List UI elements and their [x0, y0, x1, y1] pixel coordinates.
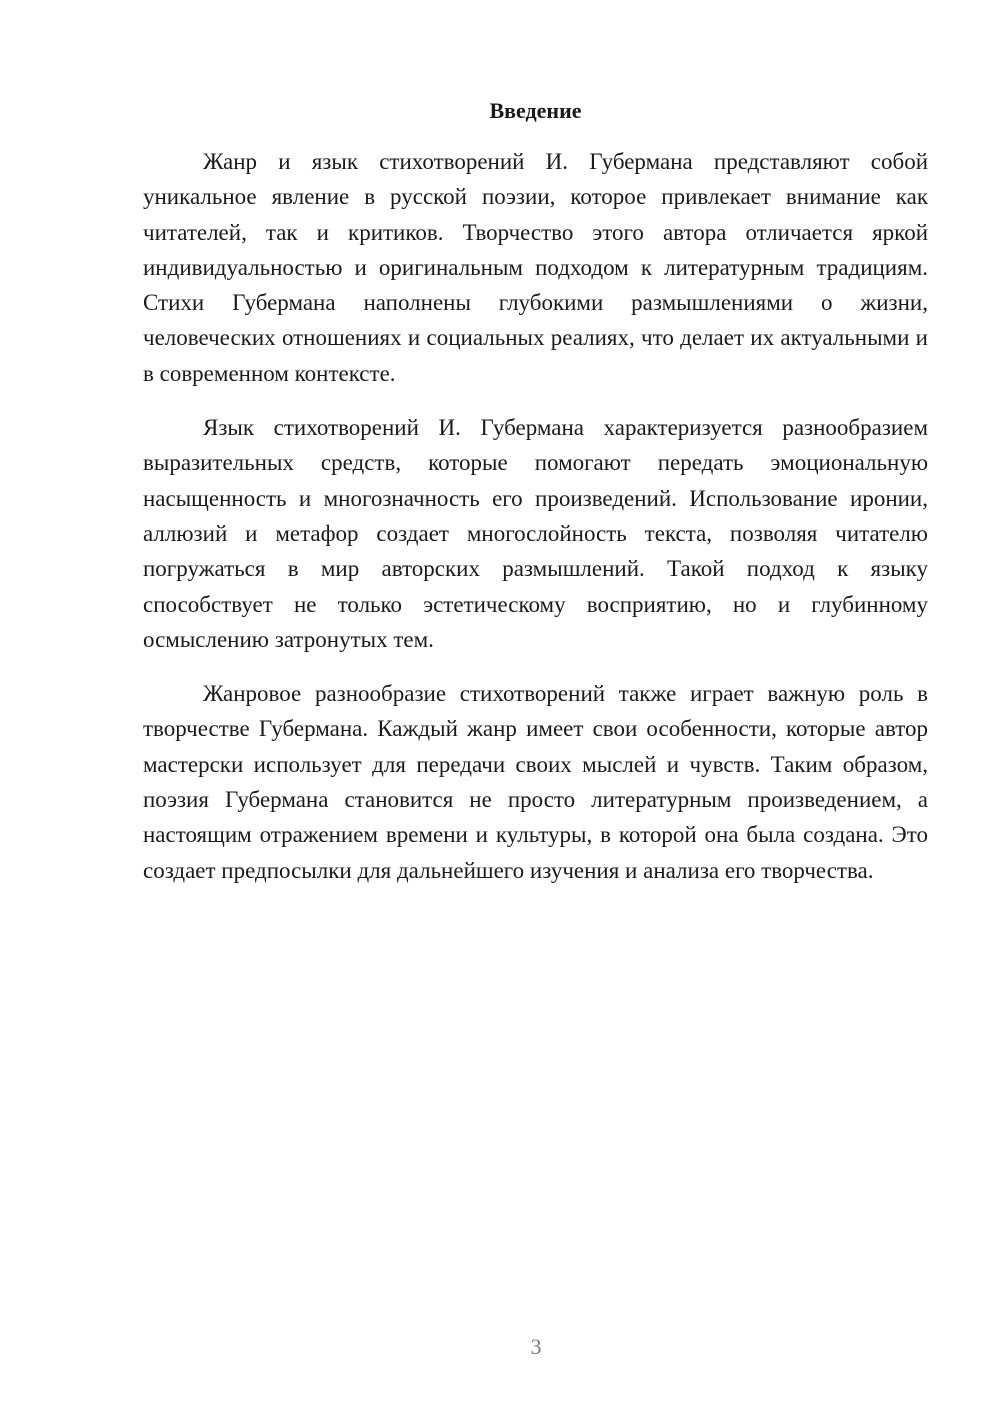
section-title: Введение	[489, 98, 582, 123]
paragraph-2: Язык стихотворений И. Губермана характеризуется разнообразием выразительных средств, которые помогают передать эмоциональную насыщенность и многозначность его произведений. Использование иронии, аллюзий и метафор создает многослойность текста, позволяя читателю погружаться в мир авторских размышлений. Такой подход к языку способствует не только эстетическому восприятию, но и глубинному осмыслению затронутых тем.	[143, 415, 928, 652]
paragraph-3: Жанровое разнообразие стихотворений также играет важную роль в творчестве Губермана. Каждый жанр имеет свои особенности, которые автор мастерски использует для передачи своих мыслей и чувств. Таким образом, поэзия Губермана становится не просто литературным произведением, а настоящим отражением времени и культуры, в которой она была создана. Это создает предпосылки для дальнейшего изучения и анализа его творчества.	[143, 681, 928, 883]
paragraph-1: Жанр и язык стихотворений И. Губермана представляют собой уникальное явление в русской поэзии, которое привлекает внимание как читателей, так и критиков. Творчество этого автора отличается яркой индивидуальностью и оригинальным подходом к литературным традициям. Стихи Губермана наполнены глубокими размышлениями о жизни, человеческих отношениях и социальных реалиях, что делает их актуальными и в современном контексте.	[143, 149, 928, 386]
page-number: 3	[530, 1334, 542, 1359]
page-content	[143, 96, 928, 907]
